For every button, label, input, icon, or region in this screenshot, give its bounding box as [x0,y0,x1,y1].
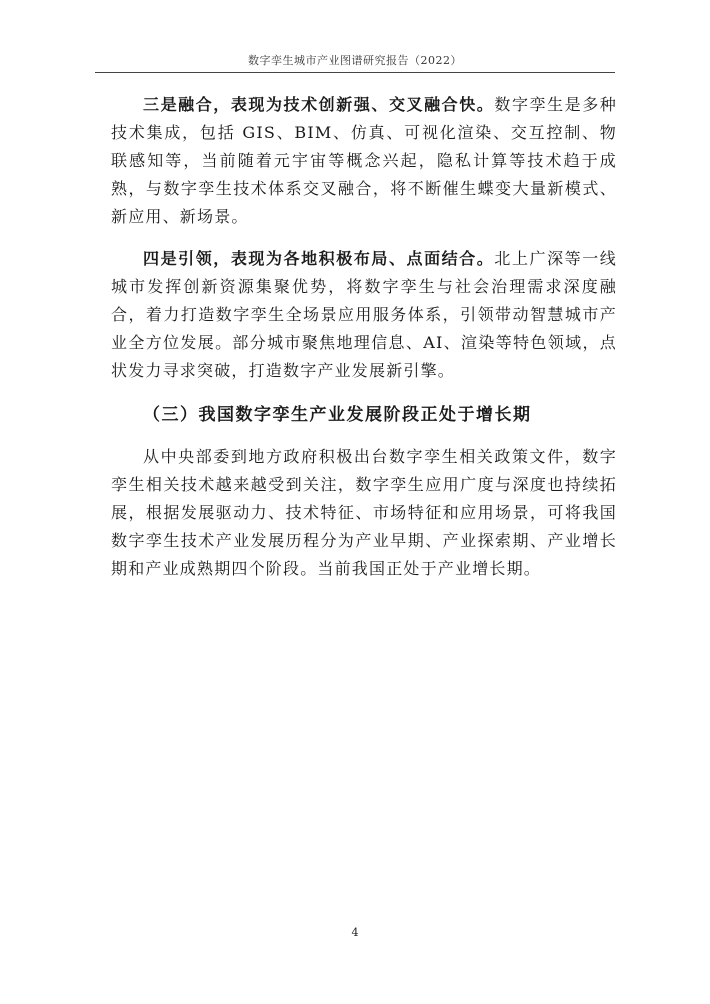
paragraph-lead-leadership: 四是引领，表现为各地积极布局、点面结合。 [143,249,495,268]
paragraph-leadership [111,245,617,385]
paragraph-lead-integration: 三是融合，表现为技术创新强、交叉融合快。 [143,95,495,114]
page-number: 4 [351,926,359,939]
paragraph-text-integration: 数字孪生是多种技术集成，包括 GIS、BIM、仿真、可视化渲染、交互控制、物联感知等，当前随着元宇宙等概念兴起，隐私计算等技术趋于成熟，与数字孪生技术体系交叉融合，将不断催生蝶变大量新模式、新应用、新场景。 [111,95,617,226]
header-divider [95,72,615,73]
page-body [111,91,617,583]
section-heading: （三）我国数字孪生产业发展阶段正处于增长期 [143,405,532,425]
paragraph-text-leadership: 北上广深等一线城市发挥创新资源集聚优势，将数字孪生与社会治理需求深度融合，着力打造数字孪生全场景应用服务体系，引领带动智慧城市产业全方位发展。部分城市聚焦地理信息、AI、渲染等特色领域，点状发力寻求突破，打造数字产业发展新引擎。 [111,249,617,380]
section-paragraph: 从中央部委到地方政府积极出台数字孪生相关政策文件，数字孪生相关技术越来越受到关注，数字孪生应用广度与深度也持续拓展，根据发展驱动力、技术特征、市场特征和应用场景，可将我国数字孪生技术产业发展历程分为产业早期、产业探索期、产业增长期和产业成熟期四个阶段。当前我国正处于产业增长期。 [111,447,617,578]
paragraph-integration [111,91,617,231]
running-header: 数字孪生城市产业图谱研究报告（2022） [248,54,462,67]
